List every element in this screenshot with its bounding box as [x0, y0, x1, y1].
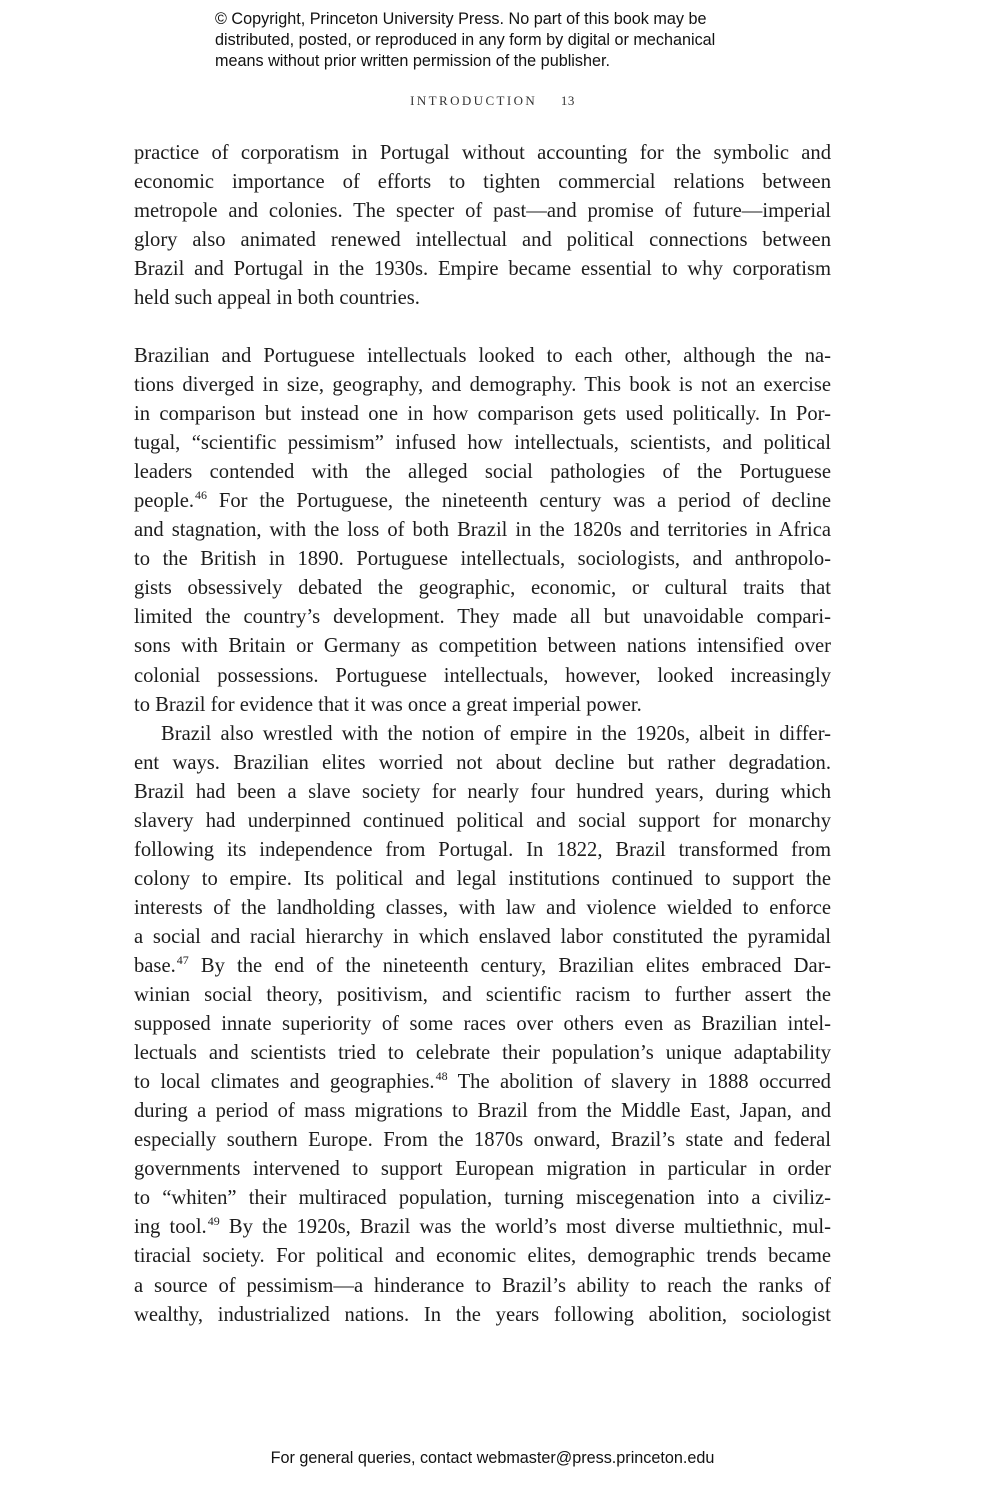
text-line: to “whiten” their multiraced population, turning miscegenation into a civiliz- [134, 1187, 831, 1210]
text-line: Brazil had been a slave society for nearly four hundred years, during which [134, 780, 831, 803]
copyright-notice [215, 9, 815, 72]
text-line: following its independence from Portugal. In 1822, Brazil transformed from [134, 838, 831, 861]
text-line: colonial possessions. Portuguese intellectuals, however, looked increasingly [134, 664, 831, 687]
text-line: tions diverged in size, geography, and demography. This book is not an exercise [134, 374, 831, 397]
paragraph-2 [134, 342, 831, 720]
text-fragment: For the Portuguese, the nineteenth century was a period of decline [207, 490, 831, 513]
footnote-ref-49[interactable]: 49 [207, 1214, 220, 1229]
text-line: in comparison but instead one in how comparison gets used politically. In Por- [134, 403, 831, 426]
text-line: leaders contended with the alleged social pathologies of the Portuguese [134, 461, 831, 484]
text-line: Brazil and Portugal in the 1930s. Empire became essential to why corporatism [134, 258, 831, 281]
body-continuation [134, 342, 831, 1330]
text-fragment: By the 1920s, Brazil was the world’s most diverse multiethnic, mul- [219, 1216, 831, 1239]
text-line [134, 1213, 831, 1242]
text-line: glory also animated renewed intellectual and political connections between [134, 229, 831, 252]
text-line: and stagnation, with the loss of both Brazil in the 1820s and territories in Africa [134, 519, 831, 542]
text-line: supposed innate superiority of some races over others even as Brazilian intel- [134, 1013, 831, 1036]
footer-contact: For general queries, contact webmaster@press.princeton.edu [270, 1449, 715, 1467]
text-line: interests of the landholding classes, with law and violence wielded to enforce [134, 896, 831, 919]
copyright-line: means without prior written permission of the publisher. [215, 52, 610, 70]
text-line: Brazilian and Portuguese intellectuals looked to each other, although the na- [134, 345, 831, 367]
text-line: sons with Britain or Germany as competition between nations intensified over [134, 635, 831, 658]
text-line: metropole and colonies. The specter of past—and promise of future—imperial [134, 200, 831, 223]
text-fragment: By the end of the nineteenth century, Brazilian elites embraced Dar- [188, 954, 831, 977]
text-line: slavery had underpinned continued political and social support for monarchy [134, 809, 831, 832]
running-head [0, 93, 985, 109]
footnote-ref-46[interactable]: 46 [195, 488, 208, 503]
text-fragment: ing tool. [134, 1216, 207, 1239]
text-fragment: base. [134, 954, 176, 977]
text-line: ent ways. Brazilian elites worried not about decline but rather degradation. [134, 751, 831, 774]
footnote-ref-48[interactable]: 48 [435, 1069, 448, 1084]
text-fragment: The abolition of slavery in 1888 occurred [447, 1071, 831, 1094]
copyright-line: © Copyright, Princeton University Press. No part of this book may be [215, 10, 707, 28]
text-line: a social and racial hierarchy in which enslaved labor constituted the pyramidal [134, 925, 831, 948]
text-line: tiracial society. For political and economic elites, demographic trends became [134, 1245, 831, 1268]
text-line: a source of pessimism—a hinderance to Brazil’s ability to reach the ranks of [134, 1274, 831, 1297]
paragraph-3 [134, 720, 831, 1330]
text-line: during a period of mass migrations to Brazil from the Middle East, Japan, and [134, 1100, 831, 1123]
text-fragment: people. [134, 490, 195, 513]
text-line [134, 1068, 831, 1097]
running-head-title: INTRODUCTION [410, 93, 538, 108]
paragraph-1 [134, 139, 831, 313]
text-line: to Brazil for evidence that it was once a great imperial power. [134, 693, 642, 716]
text-line: especially southern Europe. From the 1870s onward, Brazil’s state and federal [134, 1129, 831, 1152]
page-number: 13 [560, 93, 575, 108]
text-line: colony to empire. Its political and legal institutions continued to support the [134, 867, 831, 890]
text-line: limited the country’s development. They made all but unavoidable compari- [134, 606, 831, 629]
text-line [134, 487, 831, 516]
text-line: practice of corporatism in Portugal without accounting for the symbolic and [134, 142, 831, 164]
text-line: lectuals and scientists tried to celebrate their population’s unique adaptability [134, 1042, 831, 1065]
text-line: governments intervened to support European migration in particular in order [134, 1158, 831, 1181]
text-line [134, 952, 831, 981]
text-line: held such appeal in both countries. [134, 287, 420, 310]
text-line: winian social theory, positivism, and scientific racism to further assert the [134, 984, 831, 1007]
text-line: gists obsessively debated the geographic, economic, or cultural traits that [134, 577, 831, 600]
text-fragment: to local climates and geographies. [134, 1071, 435, 1094]
text-line: to the British in 1890. Portuguese intellectuals, sociologists, and anthropolo- [134, 548, 831, 571]
copyright-line: distributed, posted, or reproduced in any form by digital or mechanical [215, 31, 716, 49]
text-line: wealthy, industrialized nations. In the years following abolition, sociologist [134, 1303, 831, 1326]
text-line: tugal, “scientific pessimism” infused how intellectuals, scientists, and political [134, 432, 831, 455]
text-line: economic importance of efforts to tighten commercial relations between [134, 171, 831, 194]
footnote-ref-47[interactable]: 47 [176, 952, 189, 967]
text-line: Brazil also wrestled with the notion of empire in the 1920s, albeit in differ- [161, 722, 831, 745]
